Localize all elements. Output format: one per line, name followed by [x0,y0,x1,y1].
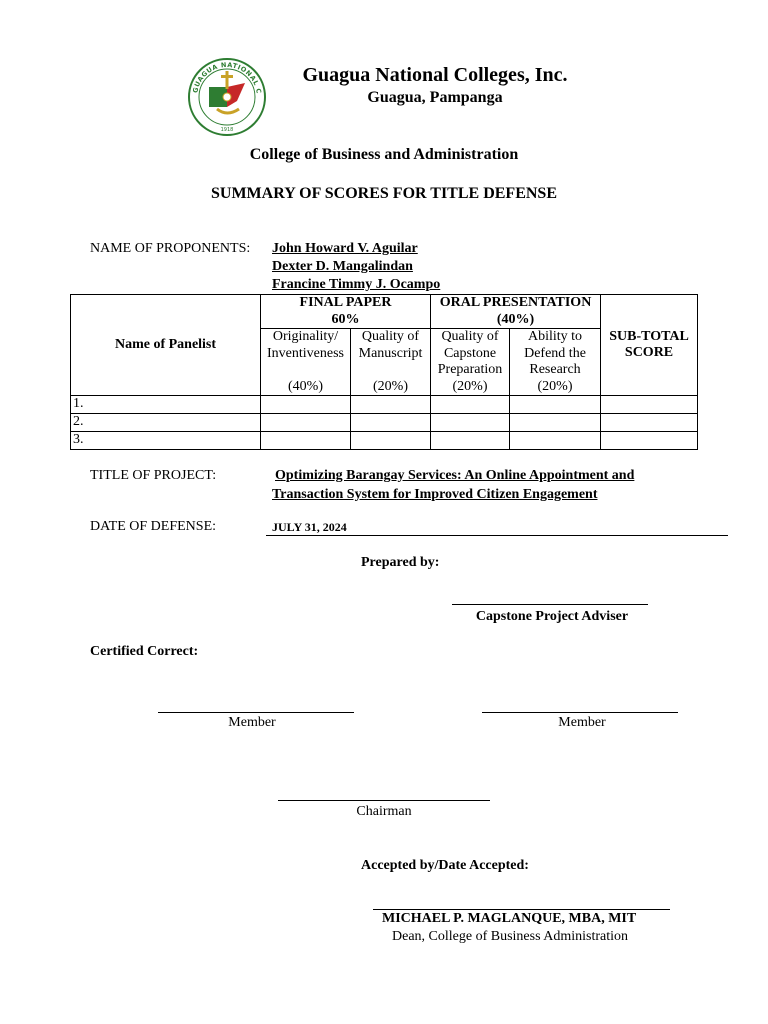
panelist-row-number: 2. [71,414,261,432]
logo-ring-text: GUAGUA NATIONAL C [191,60,263,95]
score-cell[interactable] [510,414,601,432]
document-title: SUMMARY OF SCORES FOR TITLE DEFENSE [210,185,557,202]
criterion-name: Quality of Manuscript [358,329,423,361]
proponent-name: Francine Timmy J. Ocampo [272,277,441,292]
institution-location: Guagua, Pampanga [367,89,503,106]
title-of-project-label: TITLE OF PROJECT: [90,468,217,483]
score-cell[interactable] [351,396,431,414]
project-title-line1: Optimizing Barangay Services: An Online Appointment and [275,468,635,483]
college-name: College of Business and Administration [249,146,519,163]
criterion-originality [261,329,351,396]
score-cell[interactable] [431,414,510,432]
score-cell[interactable] [261,396,351,414]
subtotal-cell[interactable] [601,414,698,432]
proponent-name: John Howard V. Aguilar [272,241,418,256]
criterion-defend-research [510,329,601,396]
adviser-signature-line[interactable] [452,604,648,605]
score-cell[interactable] [351,432,431,450]
score-cell[interactable] [510,432,601,450]
project-title-line2: Transaction System for Improved Citizen Engagement [272,487,598,502]
prepared-by-label: Prepared by: [361,555,440,570]
date-of-defense-label: DATE OF DEFENSE: [90,519,217,534]
date-underline [266,535,728,536]
final-paper-title: FINAL PAPER [299,295,392,310]
criterion-manuscript [351,329,431,396]
chairman-signature-line[interactable] [278,800,490,801]
subtotal-cell[interactable] [601,396,698,414]
criterion-name: Originality/ Inventiveness [267,329,344,361]
score-cell[interactable] [261,414,351,432]
proponent-name: Dexter D. Mangalindan [272,259,413,274]
criterion-weight: (40%) [288,378,323,394]
institution-name: Guagua National Colleges, Inc. [302,64,568,86]
chairman-label: Chairman [356,804,412,819]
final-paper-weight: 60% [331,311,360,327]
panelist-row-number: 1. [71,396,261,414]
criterion-name: Quality of Capstone Preparation [437,329,503,377]
certified-correct-label: Certified Correct: [90,644,199,659]
logo-year: 1918 [220,127,234,133]
score-cell[interactable] [431,432,510,450]
accepted-by-label: Accepted by/Date Accepted: [361,858,529,873]
subtotal-cell[interactable] [601,432,698,450]
subtotal-header: SUB-TOTAL SCORE [601,295,698,396]
panelist-header: Name of Panelist [71,295,261,396]
dean-name: MICHAEL P. MAGLANQUE, MBA, MIT [382,911,637,926]
criterion-weight: (20%) [537,378,573,394]
score-cell[interactable] [261,432,351,450]
criterion-weight: (20%) [373,378,408,394]
panelist-row-number: 3. [71,432,261,450]
oral-presentation-header [431,295,601,329]
criterion-capstone-preparation [431,329,510,396]
adviser-label: Capstone Project Adviser [475,609,629,624]
proponents-label: NAME OF PROPONENTS: [90,241,251,256]
oral-presentation-title: ORAL PRESENTATION [439,295,592,310]
member2-signature-line[interactable] [482,712,678,713]
oral-presentation-weight: (40%) [496,311,535,327]
criterion-weight: (20%) [452,378,488,394]
date-of-defense-value: JULY 31, 2024 [272,520,347,534]
score-cell[interactable] [510,396,601,414]
member1-label: Member [228,715,276,730]
member1-signature-line[interactable] [158,712,354,713]
dean-title: Dean, College of Business Administration [392,929,629,944]
score-cell[interactable] [351,414,431,432]
dean-signature-line[interactable] [373,909,670,910]
score-cell[interactable] [431,396,510,414]
scores-table [70,294,698,450]
final-paper-header [261,295,431,329]
member2-label: Member [558,715,606,730]
criterion-name: Ability to Defend the Research [524,329,586,377]
